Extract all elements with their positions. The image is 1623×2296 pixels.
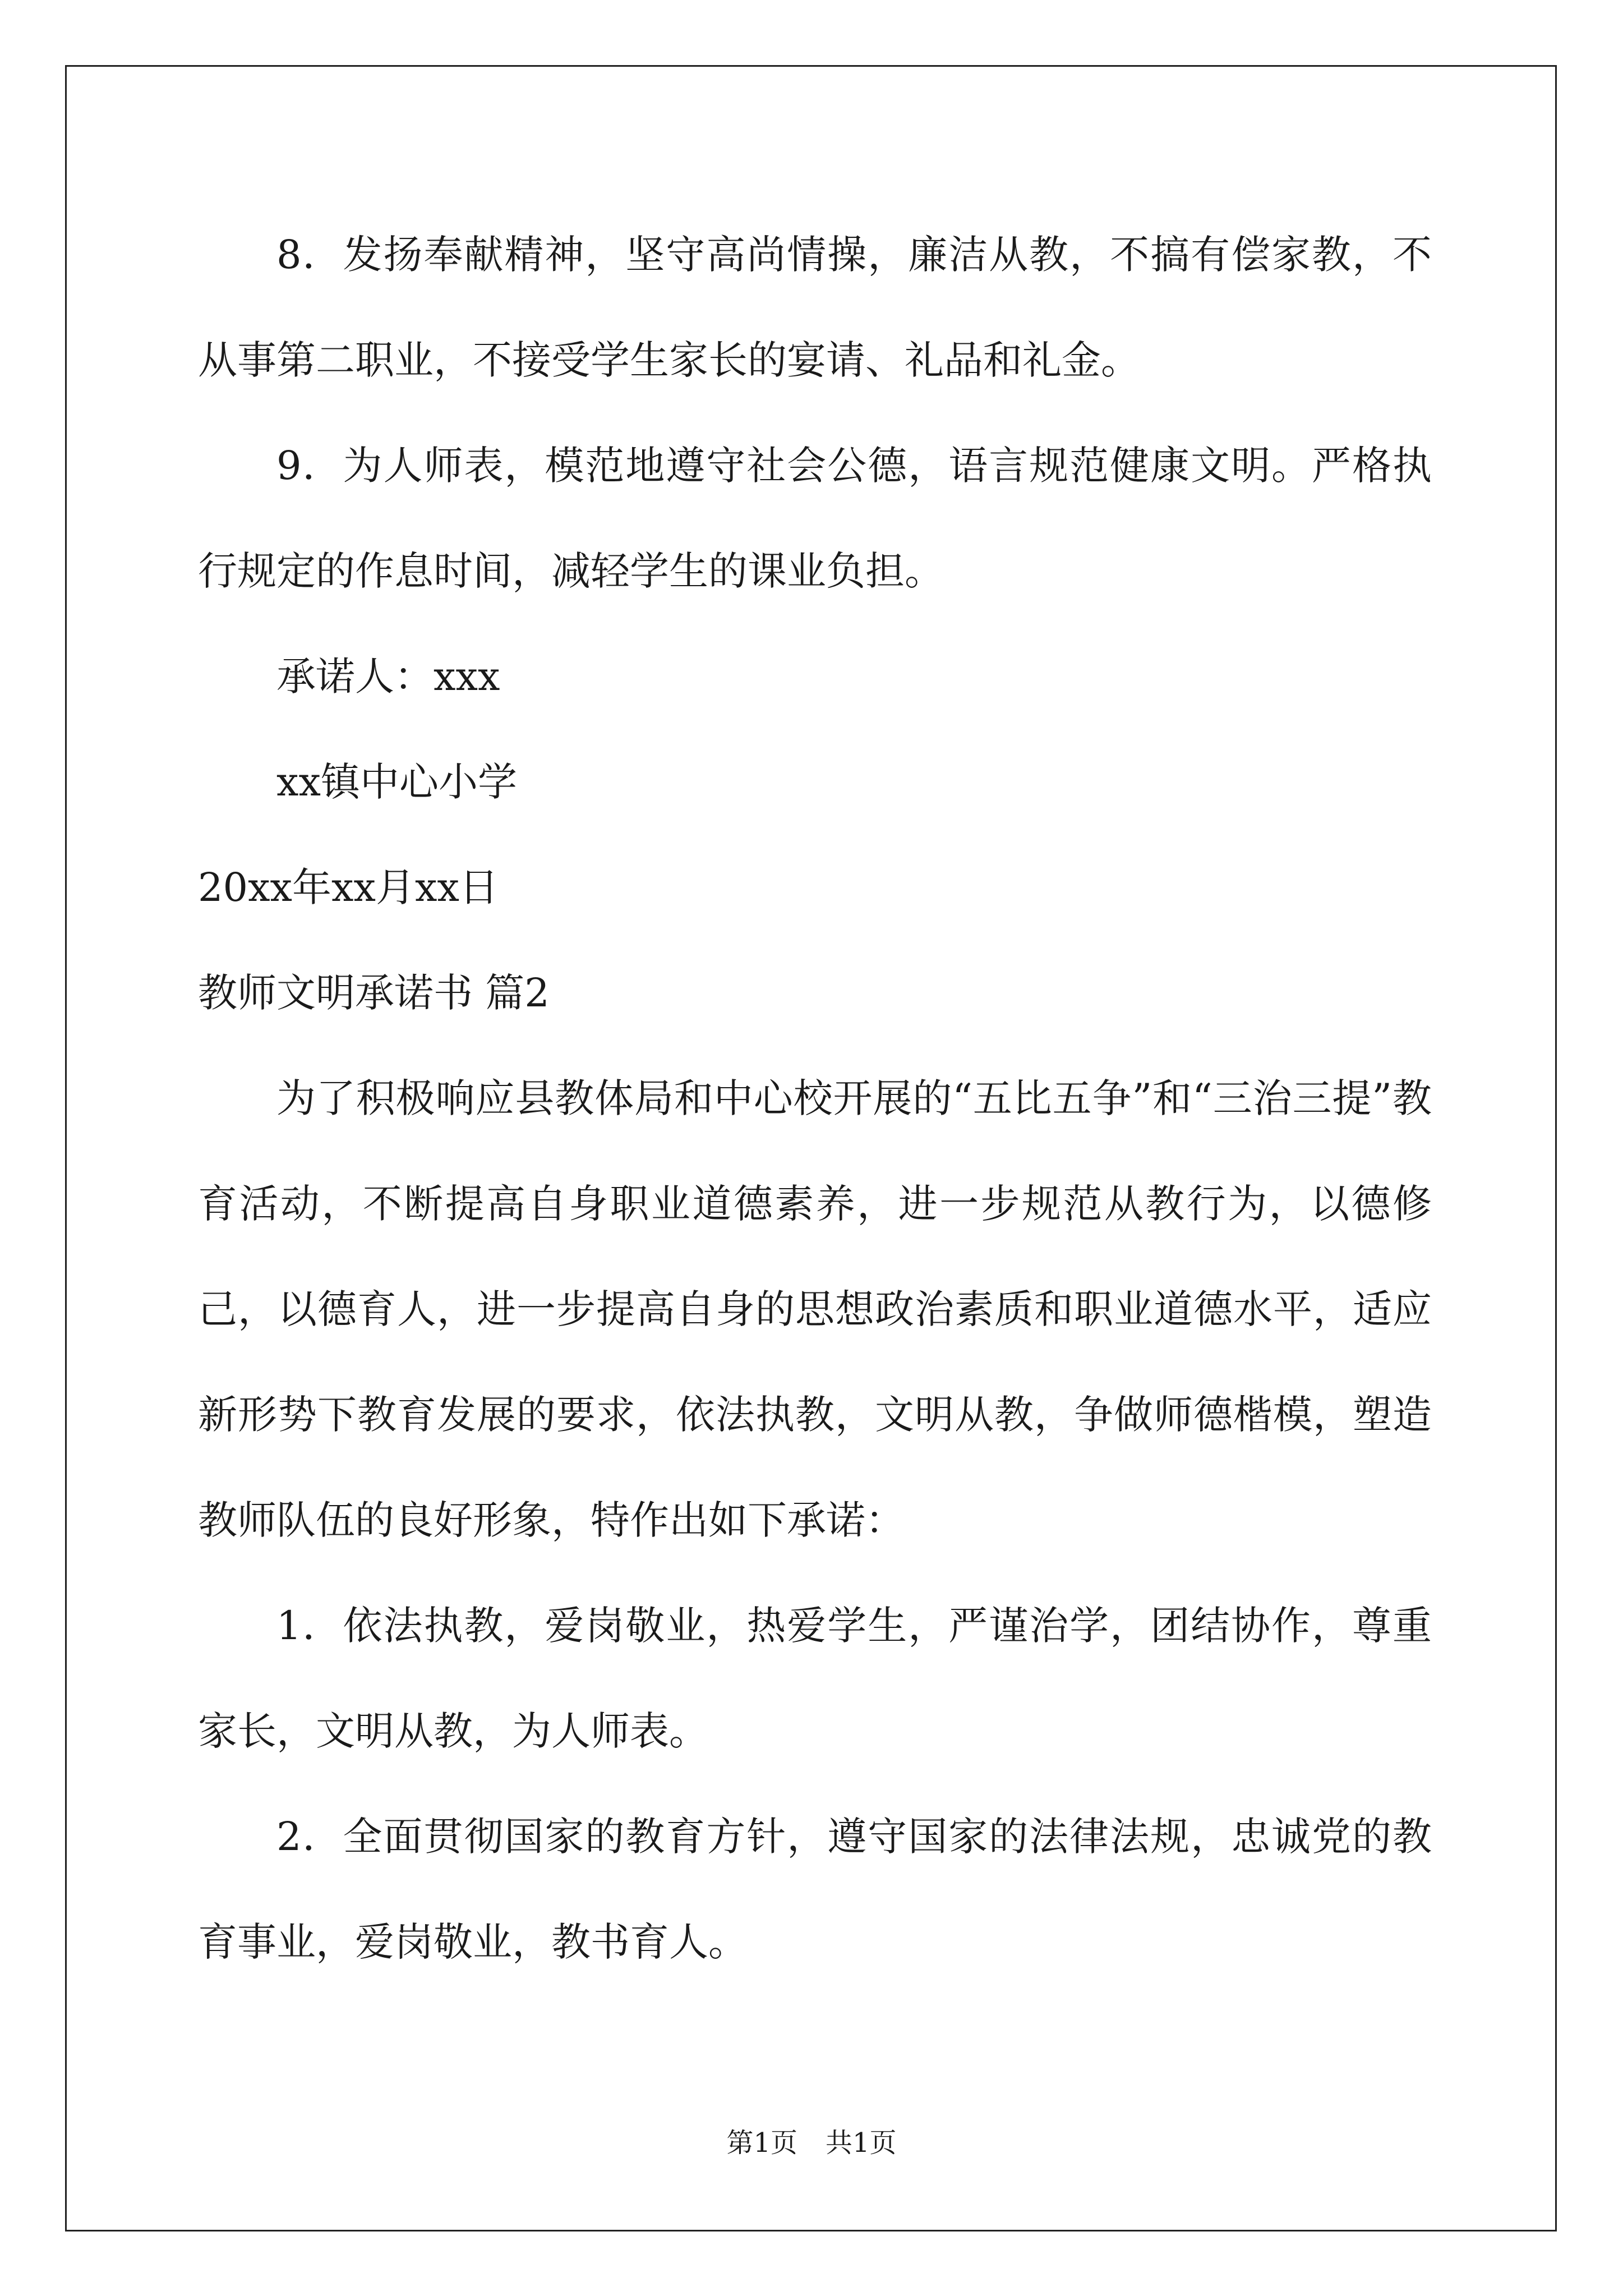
page-total: 共1页 [826, 2127, 897, 2159]
paragraph-item-2: 2．全面贯彻国家的教育方针，遵守国家的法律法规，忠诚党的教育事业，爱岗敬业，教书育人。 [198, 1814, 1432, 1965]
section-heading: 教师文明承诺书 篇2 [198, 970, 550, 1016]
paragraph-item-8: 8．发扬奉献精神，坚守高尚情操，廉洁从教，不搞有偿家教，不从事第二职业，不接受学生家长的宴请、礼品和礼金。 [198, 232, 1432, 383]
intro-paragraph: 为了积极响应县教体局和中心校开展的“五比五争”和“三治三提”教育活动，不断提高自身职业道德素养，进一步规范从教行为，以德修己，以德育人，进一步提高自身的思想政治素质和职业道德水平，适应新形势下教育发展的要求，依法执教，文明从教，争做师德楷模，塑造教师队伍的良好形象，特作出如下承诺： [198, 1075, 1432, 1543]
paragraph-item-9: 9．为人师表，模范地遵守社会公德，语言规范健康文明。严格执行规定的作息时间，减轻学生的课业负担。 [198, 443, 1432, 594]
page-footer [0, 2126, 1623, 2160]
date-line: 20xx年xx月xx日 [198, 864, 499, 910]
page-number: 第1页 [726, 2127, 797, 2159]
document-body [198, 202, 1432, 1995]
signer-line: 承诺人：xxx [276, 654, 500, 700]
school-line: xx镇中心小学 [276, 759, 517, 805]
paragraph-item-1: 1．依法执教，爱岗敬业，热爱学生，严谨治学，团结协作，尊重家长，文明从教，为人师表。 [198, 1603, 1432, 1754]
